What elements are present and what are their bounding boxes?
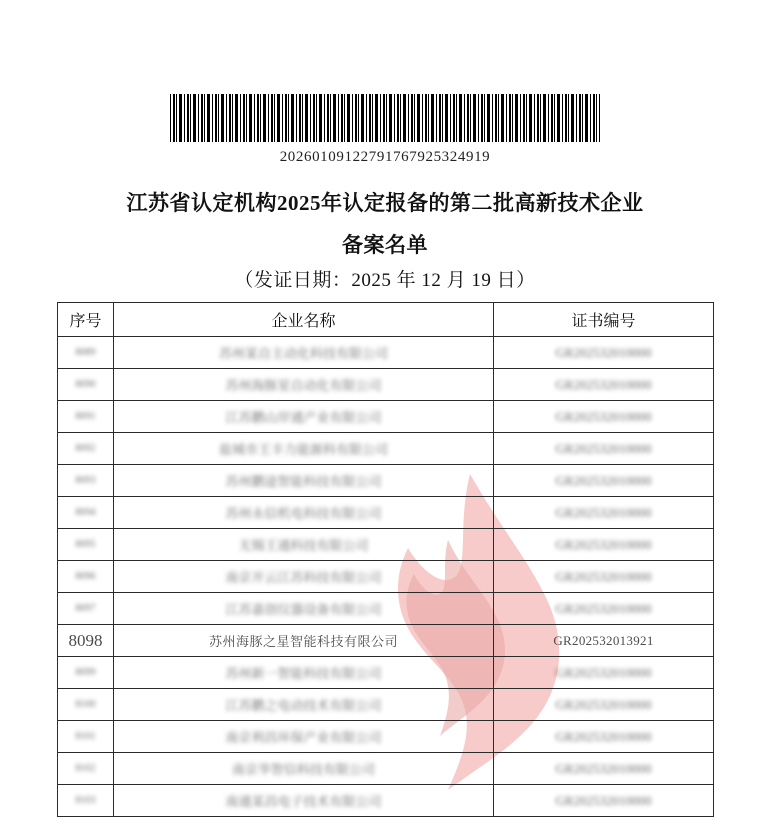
row-enterprise-name: 南京开云江苏科技有限公司 [114,561,494,593]
row-certificate-number: GR202532010000 [494,465,714,497]
row-index: 8090 [58,369,114,401]
row-index: 8094 [58,497,114,529]
row-index: 8091 [58,401,114,433]
row-enterprise-name: 苏州某自主动化科技有限公司 [114,337,494,369]
row-enterprise-name: 江苏嘉创仪器设备有限公司 [114,593,494,625]
table-row [58,593,714,625]
enterprise-listing-table [57,302,713,817]
row-index: 8096 [58,561,114,593]
row-certificate-number: GR202532010000 [494,497,714,529]
table-row [58,753,714,785]
row-index: 8092 [58,433,114,465]
barcode-image [170,94,600,142]
row-index: 8095 [58,529,114,561]
row-index: 8089 [58,337,114,369]
row-index: 8101 [58,721,114,753]
page-title-line2: 备案名单 [342,233,428,257]
row-certificate-number: GR202532010000 [494,593,714,625]
table-row [58,689,714,721]
row-certificate-number: GR202532010000 [494,433,714,465]
row-index: 8093 [58,465,114,497]
row-certificate-number: GR202532010000 [494,721,714,753]
row-certificate-number: GR202532010000 [494,529,714,561]
row-enterprise-name: 苏州新一智能科技有限公司 [114,657,494,689]
row-enterprise-name: 江苏鹏山岸通产业有限公司 [114,401,494,433]
row-index: 8102 [58,753,114,785]
row-enterprise-name: 江苏鹏之电动技术有限公司 [114,689,494,721]
row-certificate-number: GR202532010000 [494,401,714,433]
row-certificate-number: GR202532010000 [494,561,714,593]
barcode-block [0,94,770,166]
row-certificate-number: GR202532010000 [494,657,714,689]
table-row [58,529,714,561]
row-index: 8098 [58,625,114,657]
row-enterprise-name: 南京华智信科技有限公司 [114,753,494,785]
row-certificate-number: GR202532010000 [494,689,714,721]
table-row [58,497,714,529]
row-certificate-number: GR202532010000 [494,785,714,817]
row-index: 8097 [58,593,114,625]
row-certificate-number: GR202532010000 [494,753,714,785]
page-title [0,182,770,266]
table-row [58,369,714,401]
table-row [58,337,714,369]
table-row [58,785,714,817]
table-row [58,401,714,433]
row-enterprise-name: 苏州海豚星自动化有限公司 [114,369,494,401]
table-row [58,625,714,657]
table-row [58,433,714,465]
row-index: 8100 [58,689,114,721]
row-enterprise-name: 无锡王通科技有限公司 [114,529,494,561]
column-header-cert: 证书编号 [494,303,714,337]
row-certificate-number: GR202532010000 [494,337,714,369]
issue-date: （发证日期：2025 年 12 月 19 日） [234,270,536,291]
table-row [58,657,714,689]
row-enterprise-name: 苏州海豚之星智能科技有限公司 [114,625,494,657]
barcode-number: 20260109122791767925324919 [279,149,491,165]
row-enterprise-name: 盐城市王丰力能源科有限公司 [114,433,494,465]
row-index: 8099 [58,657,114,689]
column-header-name: 企业名称 [114,303,494,337]
table-body [58,337,714,817]
row-enterprise-name: 南京利昌环保产业有限公司 [114,721,494,753]
row-enterprise-name: 苏州永信机电科技有限公司 [114,497,494,529]
table-row [58,561,714,593]
column-header-index: 序号 [58,303,114,337]
table-header-row [58,303,714,337]
row-enterprise-name: 南通某昌电子技术有限公司 [114,785,494,817]
row-enterprise-name: 苏州鹏途智能科技有限公司 [114,465,494,497]
row-certificate-number: GR202532010000 [494,369,714,401]
table-row [58,721,714,753]
table-row [58,465,714,497]
page-title-line1: 江苏省认定机构2025年认定报备的第二批高新技术企业 [126,191,644,215]
row-certificate-number: GR202532013921 [494,625,714,657]
row-index: 8103 [58,785,114,817]
